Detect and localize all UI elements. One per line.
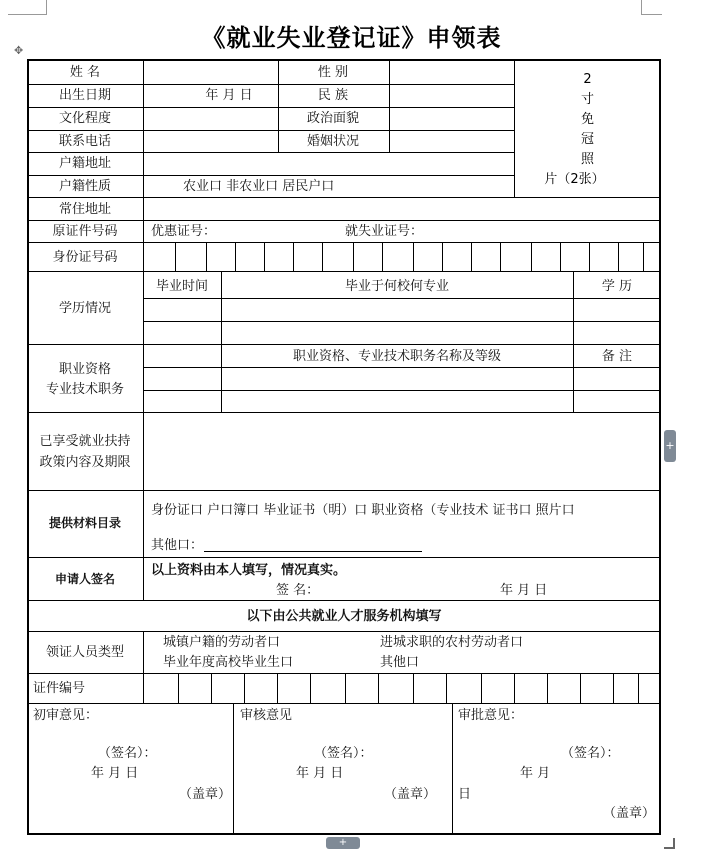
graduation-time-header: 毕业时间 bbox=[155, 279, 209, 294]
table-rule bbox=[28, 175, 514, 176]
table-rule bbox=[322, 242, 323, 271]
youhui-cert-label: 优惠证号： bbox=[151, 224, 217, 239]
table-rule bbox=[28, 84, 514, 85]
page-corner-mark bbox=[8, 0, 47, 15]
table-rule bbox=[413, 242, 414, 271]
political-label: 政治面貌 bbox=[306, 111, 360, 126]
approval-date-day[interactable]: 日 bbox=[458, 787, 472, 802]
table-rule bbox=[293, 242, 294, 271]
table-rule bbox=[28, 220, 660, 221]
truthfulness-note: 以上资料由本人填写，情况真实。 bbox=[151, 563, 347, 578]
policy-label: 已享受就业扶持 bbox=[39, 434, 131, 449]
table-rule bbox=[638, 673, 639, 703]
table-rule bbox=[178, 673, 179, 703]
table-rule bbox=[28, 703, 660, 704]
table-rule bbox=[413, 673, 414, 703]
table-rule bbox=[28, 673, 660, 674]
phone-label: 联系电话 bbox=[58, 134, 112, 149]
page-corner-mark bbox=[641, 0, 662, 15]
table-rule bbox=[531, 242, 532, 271]
approval-date[interactable]: 年 月 bbox=[520, 766, 551, 781]
photo-line: 片（2张） bbox=[544, 172, 605, 187]
table-rule bbox=[446, 673, 447, 703]
table-rule bbox=[573, 271, 574, 412]
approval-sign[interactable]: （签名）： bbox=[561, 746, 620, 761]
table-rule bbox=[143, 631, 144, 703]
materials-other[interactable]: 其他口： bbox=[151, 538, 204, 553]
education-label: 文化程度 bbox=[58, 111, 112, 126]
huji-type-label: 户籍性质 bbox=[58, 179, 112, 194]
applicant-signature-label: 申请人签名 bbox=[54, 572, 116, 586]
table-rule bbox=[28, 344, 660, 345]
table-rule bbox=[28, 271, 660, 272]
remarks-header: 备 注 bbox=[601, 349, 633, 364]
table-rule bbox=[143, 60, 144, 601]
gender-label: 性 别 bbox=[317, 65, 349, 80]
school-major-header: 毕业于何校何专业 bbox=[344, 279, 450, 294]
original-cert-label: 原证件号码 bbox=[52, 224, 118, 239]
add-row-handle-icon[interactable]: + bbox=[326, 837, 360, 849]
table-rule bbox=[618, 242, 619, 271]
first-review-title: 初审意见： bbox=[33, 708, 99, 723]
table-rule bbox=[382, 242, 383, 271]
certificate-number-label: 证件编号 bbox=[33, 681, 86, 696]
table-rule bbox=[264, 242, 265, 271]
recipient-option-rural[interactable]: 进城求职的农村劳动者口 bbox=[380, 635, 524, 650]
add-column-handle-icon[interactable]: + bbox=[664, 430, 676, 462]
approval-seal: （盖章） bbox=[603, 806, 656, 821]
table-rule bbox=[211, 673, 212, 703]
table-rule bbox=[28, 107, 514, 108]
first-review-seal: （盖章） bbox=[179, 787, 232, 802]
degree-header: 学 历 bbox=[601, 279, 633, 294]
first-review-sign[interactable]: （签名）： bbox=[98, 746, 157, 761]
table-rule bbox=[233, 703, 234, 834]
recipient-option-other[interactable]: 其他口 bbox=[380, 655, 420, 670]
table-rule bbox=[345, 673, 346, 703]
huji-type-options[interactable]: 农业口 非农业口 居民户口 bbox=[183, 179, 335, 194]
photo-placeholder bbox=[515, 70, 660, 190]
recipient-type-label: 领证人员类型 bbox=[45, 645, 125, 660]
table-rule bbox=[28, 557, 660, 558]
jiuye-cert-label: 就失业证号： bbox=[345, 224, 424, 239]
table-rule bbox=[28, 152, 514, 153]
signature-date[interactable]: 年 月 日 bbox=[500, 583, 548, 598]
birthdate-label: 出生日期 bbox=[58, 88, 112, 103]
huji-address-label: 户籍地址 bbox=[58, 156, 112, 171]
photo-line: 寸 bbox=[580, 92, 594, 107]
recipient-option-graduate[interactable]: 毕业年度高校毕业生口 bbox=[163, 655, 294, 670]
table-rule bbox=[471, 242, 472, 271]
table-rule bbox=[514, 673, 515, 703]
table-rule bbox=[310, 673, 311, 703]
policy-label-line2: 政策内容及期限 bbox=[39, 455, 131, 470]
audit-title: 审核意见 bbox=[240, 708, 293, 723]
resident-address-label: 常住地址 bbox=[58, 202, 112, 217]
table-rule bbox=[353, 242, 354, 271]
first-review-date[interactable]: 年 月 日 bbox=[91, 766, 139, 781]
table-rule bbox=[500, 242, 501, 271]
table-rule bbox=[28, 242, 660, 243]
photo-line: 冠 bbox=[580, 132, 594, 147]
page-title: 《就业失业登记证》申领表 bbox=[201, 23, 502, 52]
id-number-label: 身份证号码 bbox=[52, 250, 118, 265]
table-rule bbox=[206, 242, 207, 271]
table-rule bbox=[28, 197, 660, 198]
birthdate-value[interactable]: 年 月 日 bbox=[205, 88, 253, 103]
materials-label: 提供材料目录 bbox=[48, 516, 122, 530]
qualification-label: 职业资格 bbox=[58, 362, 112, 377]
table-rule bbox=[452, 703, 453, 834]
approval-title: 审批意见： bbox=[458, 708, 524, 723]
table-rule bbox=[547, 673, 548, 703]
table-rule bbox=[278, 60, 279, 153]
table-rule bbox=[28, 130, 514, 131]
table-rule bbox=[481, 673, 482, 703]
qualification-name-header: 职业资格、专业技术职务名称及等级 bbox=[292, 349, 502, 364]
table-rule bbox=[277, 673, 278, 703]
table-move-handle-icon[interactable]: ✥ bbox=[14, 44, 24, 57]
photo-line: 免 bbox=[580, 112, 594, 127]
table-rule bbox=[643, 242, 644, 271]
table-rule bbox=[175, 242, 176, 271]
audit-seal: （盖章） bbox=[384, 787, 437, 802]
table-rule bbox=[442, 242, 443, 271]
table-rule bbox=[28, 631, 660, 632]
materials-other-underline bbox=[204, 551, 422, 552]
photo-line: 照 bbox=[580, 152, 594, 167]
table-rule bbox=[389, 60, 390, 153]
agency-section-header: 以下由公共就业人才服务机构填写 bbox=[246, 609, 442, 624]
table-resize-handle-icon[interactable] bbox=[664, 838, 675, 849]
audit-sign[interactable]: （签名）： bbox=[314, 746, 373, 761]
recipient-option-urban[interactable]: 城镇户籍的劳动者口 bbox=[163, 635, 281, 650]
table-rule bbox=[221, 271, 222, 412]
table-rule bbox=[560, 242, 561, 271]
marital-label: 婚姻状况 bbox=[306, 134, 360, 149]
table-rule bbox=[28, 412, 660, 413]
table-rule bbox=[28, 600, 660, 601]
materials-checklist[interactable]: 身份证口 户口簿口 毕业证书（明）口 职业资格（专业技术 证书口 照片口 bbox=[151, 503, 575, 518]
ethnicity-label: 民 族 bbox=[317, 88, 349, 103]
professional-title-label: 专业技术职务 bbox=[45, 382, 125, 397]
table-rule bbox=[378, 673, 379, 703]
audit-date[interactable]: 年 月 日 bbox=[296, 766, 344, 781]
photo-line: 2 bbox=[583, 72, 592, 87]
table-rule bbox=[28, 490, 660, 491]
table-rule bbox=[613, 673, 614, 703]
name-label: 姓 名 bbox=[69, 65, 101, 80]
table-rule bbox=[580, 673, 581, 703]
table-rule bbox=[244, 673, 245, 703]
signature-field[interactable]: 签 名： bbox=[276, 583, 320, 598]
table-rule bbox=[235, 242, 236, 271]
education-section-label: 学历情况 bbox=[58, 301, 112, 316]
table-rule bbox=[589, 242, 590, 271]
